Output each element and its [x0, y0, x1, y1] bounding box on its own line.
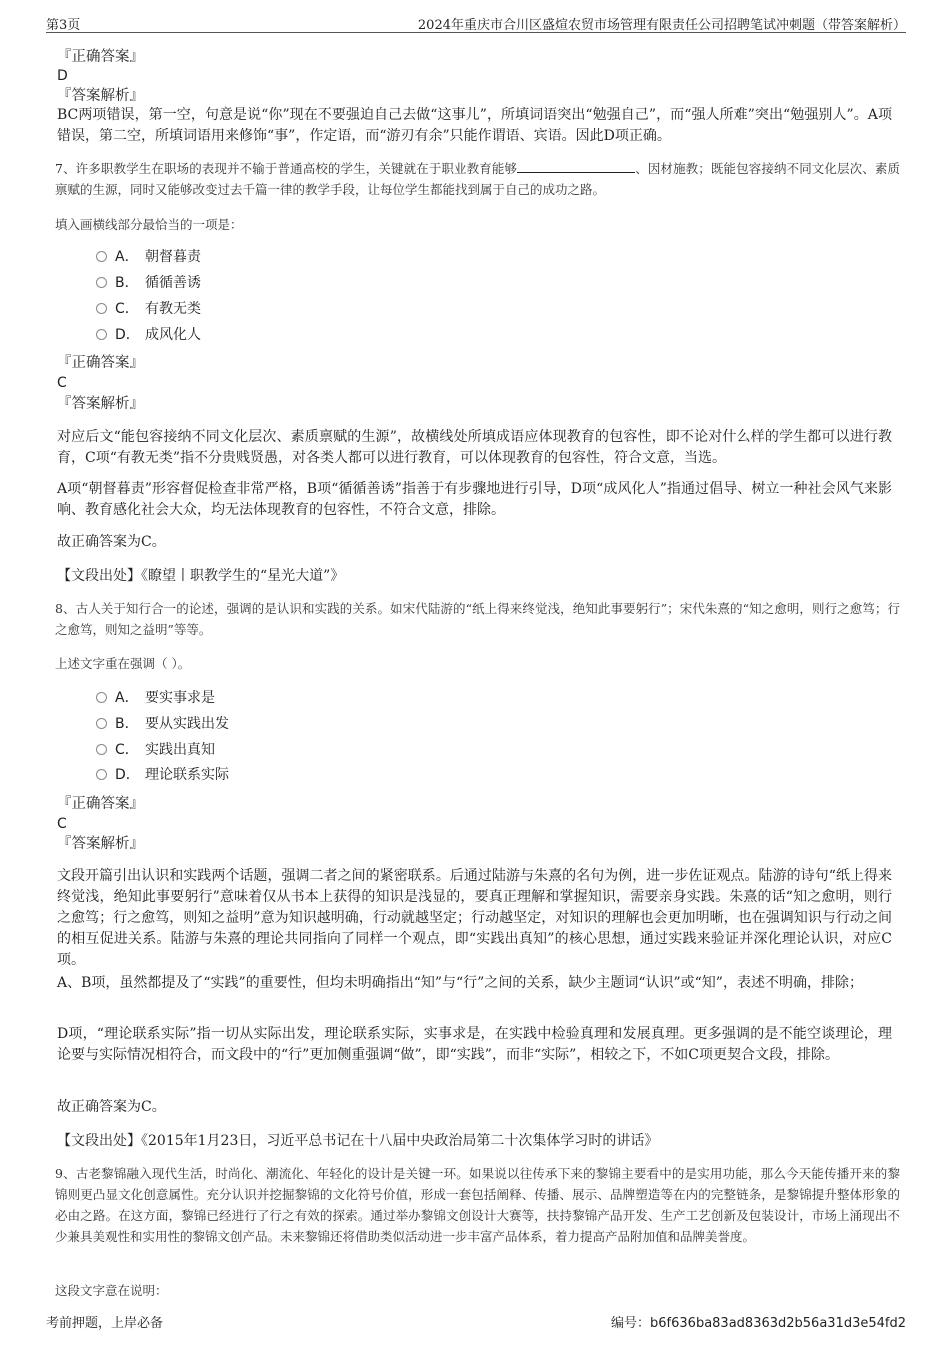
- question-9-stem: 9、古老黎锦融入现代生活，时尚化、潮流化、年轻化的设计是关键一环。如果说以往传承下来的黎锦主要看中的是实用功能，那么今天能传播开来的黎锦则更凸显文化创意属性。充分认识并挖掘黎锦的文化符号价值，形成一套包括阐释、传播、展示、品牌塑造等在内的完整链条，是黎锦提升整体形象的必由之路。在这方面，黎锦已经进行了行之有效的探索。通过举办黎锦文创设计大赛等，扶持黎锦产品开发、生产工艺创新及包装设计，市场上涌现出不少兼具美观性和实用性的黎锦文创产品。未来黎锦还将借助类似活动进一步丰富产品体系，着力提高产品附加值和品牌美誉度。: [55, 1166, 900, 1244]
- analysis-paragraph: D项，“理论联系实际”指一切从实际出发，理论联系实际，实事求是，在实践中检验真理和发展真理。更多强调的是不能空谈理论，理论要与实际情况相符合，而文段中的“行”更加侧重强调“做”，即“实践”，而非“实际”，相较之下，不如C项更契合文段，排除。: [57, 1026, 892, 1063]
- question-8-option-a[interactable]: A． 要实事求是: [96, 687, 215, 709]
- answer-value: C: [57, 375, 67, 391]
- analysis-tag: 『答案解析』: [57, 396, 144, 412]
- analysis-paragraph: A项“朝督暮责”形容督促检查非常严格，B项“循循善诱”指善于有步骤地进行引导，D项“成风化人”指通过倡导、树立一种社会风气来影响、教育感化社会大众，均无法体现教育的包容性，不符合文意，排除。: [57, 481, 892, 518]
- radio-icon[interactable]: [96, 744, 107, 755]
- document-title: 2024年重庆市合川区盛煊农贸市场管理有限责任公司招聘笔试冲刺题（带答案解析）: [417, 18, 906, 33]
- footer-slogan: 考前押题，上岸必备: [46, 1316, 164, 1331]
- answer-tag: 『正确答案』: [57, 49, 144, 65]
- question-8-option-d[interactable]: D． 理论联系实际: [96, 764, 229, 786]
- analysis-paragraph: 文段开篇引出认识和实践两个话题，强调二者之间的紧密联系。后通过陆游与朱熹的名句为例，进一步佐证观点。陆游的诗句“纸上得来终觉浅，绝知此事要躬行”意味着仅从书本上获得的知识是浅显的，要真正理解和掌握知识，需要亲身实践。朱熹的话“知之愈明，则行之愈笃；行之愈笃，则知之益明”意为知识越明确，行动就越坚定；行动越坚定，对知识的理解也会更加明晰，也在强调知识与行动之间的相互促进关系。陆游与朱熹的理论共同指向了同样一个观点，即“实践出真知”的核心思想，通过实践来验证并深化理论认识，对应C项。: [57, 868, 892, 968]
- blank-line: [517, 160, 635, 173]
- document-id: 编号：b6f636ba83ad8363d2b56a31d3e54fd2: [611, 1316, 906, 1331]
- question-9-prompt: 这段文字意在说明：: [55, 1283, 168, 1298]
- answer-tag: 『正确答案』: [57, 796, 144, 812]
- answer-value: D: [57, 68, 68, 84]
- question-8-option-b[interactable]: B． 要从实践出发: [96, 713, 229, 735]
- question-7-option-d[interactable]: D． 成风化人: [96, 324, 201, 346]
- question-7-stem: 7、许多职教学生在职场的表现并不输于普通高校的学生，关键就在于职业教育能够 、因材施教；既能包容接纳不同文化层次、素质禀赋的生源，同时又能够改变过去千篇一律的教学手段，让每位学生都能找到属于自己的成功之路。: [55, 161, 900, 197]
- radio-icon[interactable]: [96, 718, 107, 729]
- radio-icon[interactable]: [96, 303, 107, 314]
- page-number: 第3页: [46, 18, 81, 33]
- question-8-option-c[interactable]: C． 实践出真知: [96, 739, 215, 761]
- question-8-prompt: 上述文字重在强调（ ）。: [55, 656, 191, 671]
- conclusion: 故正确答案为C。: [57, 534, 166, 550]
- radio-icon[interactable]: [96, 692, 107, 703]
- radio-icon[interactable]: [96, 277, 107, 288]
- source-citation: 【文段出处】《2015年1月23日，习近平总书记在十八届中央政治局第二十次集体学习时的讲话》: [57, 1133, 659, 1149]
- question-7-prompt: 填入画横线部分最恰当的一项是：: [55, 217, 243, 232]
- analysis-paragraph: A、B项，虽然都提及了“实践”的重要性，但均未明确指出“知”与“行”之间的关系，缺少主题词“认识”或“知”，表述不明确，排除；: [57, 975, 863, 991]
- answer-value: C: [57, 816, 67, 832]
- question-8-stem: 8、古人关于知行合一的论述，强调的是认识和实践的关系。如宋代陆游的“纸上得来终觉浅，绝知此事要躬行”；宋代朱熹的“知之愈明，则行之愈笃；行之愈笃，则知之益明”等等。: [55, 601, 900, 637]
- question-7-option-a[interactable]: A． 朝督暮责: [96, 246, 201, 268]
- source-citation: 【文段出处】《瞭望丨职教学生的“星光大道”》: [57, 568, 345, 584]
- answer-tag: 『正确答案』: [57, 355, 144, 371]
- analysis-tag: 『答案解析』: [57, 836, 144, 852]
- question-7-option-b[interactable]: B． 循循善诱: [96, 272, 201, 294]
- radio-icon[interactable]: [96, 769, 107, 780]
- analysis-text: BC两项错误，第一空，句意是说“你”现在不要强迫自己去做“这事儿”，所填词语突出“勉强自己”，而“强人所难”突出“勉强别人”。A项错误，第二空，所填词语用来修饰“事”，作定语，而“游刃有余”只能作谓语、宾语。因此D项正确。: [57, 107, 892, 144]
- radio-icon[interactable]: [96, 251, 107, 262]
- page-header: [46, 12, 906, 33]
- analysis-paragraph: 对应后文“能包容接纳不同文化层次、素质禀赋的生源”，故横线处所填成语应体现教育的包容性，即不论对什么样的学生都可以进行教育，C项“有教无类”指不分贵贱贤愚，对各类人都可以进行教育，可以体现教育的包容性，符合文意，当选。: [57, 429, 892, 466]
- analysis-tag: 『答案解析』: [57, 88, 144, 104]
- conclusion: 故正确答案为C。: [57, 1099, 166, 1115]
- radio-icon[interactable]: [96, 329, 107, 340]
- question-7-option-c[interactable]: C． 有教无类: [96, 298, 201, 320]
